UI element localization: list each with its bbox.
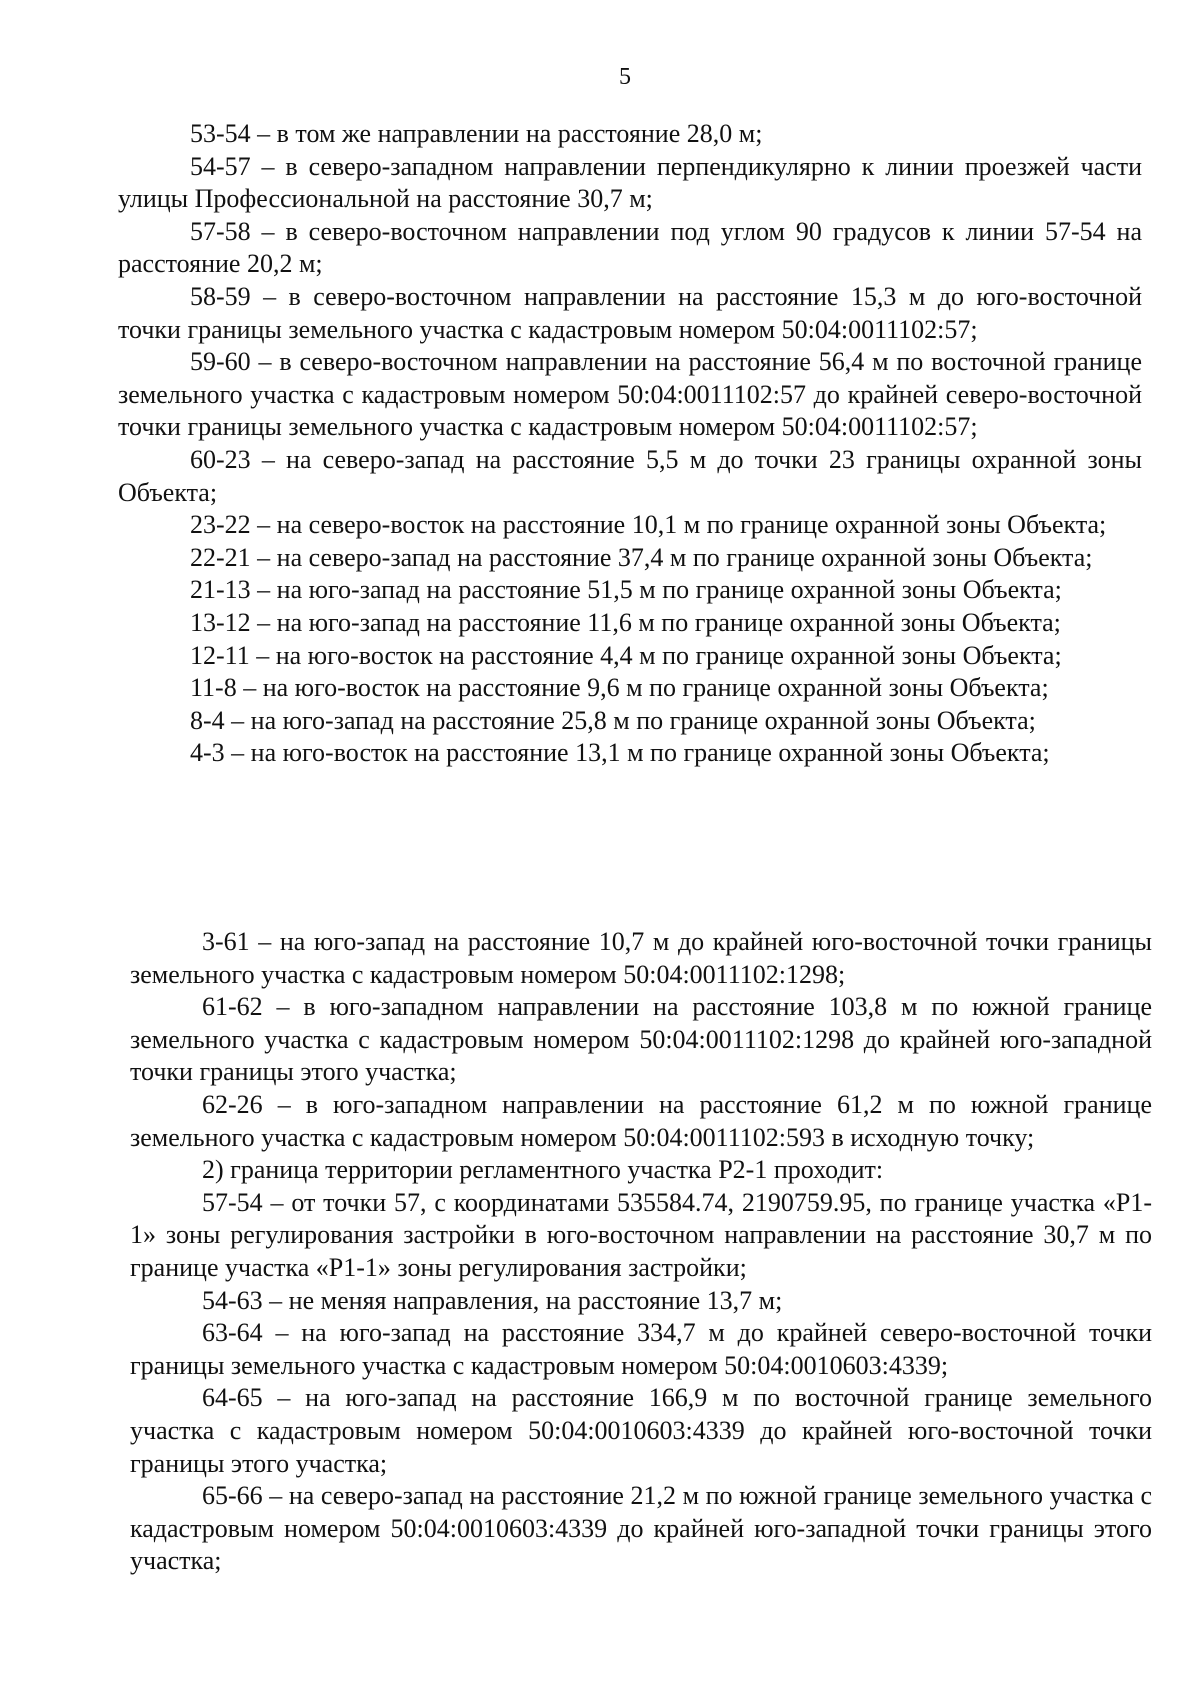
paragraph: 64-65 – на юго-запад на расстояние 166,9 м по восточной границе земельного участка с кадастровым номером 50:04:0010603:4339 до крайней юго-восточной точки границы этого участка;: [130, 1383, 1152, 1478]
paragraph: 58-59 – в северо-восточном направлении на расстояние 15,3 м до юго-восточной точки границы земельного участка с кадастровым номером 50:04:0011102:57;: [118, 281, 1142, 344]
paragraph: 8-4 – на юго-запад на расстояние 25,8 м по границе охранной зоны Объекта;: [190, 705, 1036, 735]
paragraph: 23-22 – на северо-восток на расстояние 10,1 м по границе охранной зоны Объекта;: [190, 510, 1107, 540]
section-heading: 2) граница территории регламентного участка Р2-1 проходит:: [202, 1155, 884, 1185]
paragraph: 63-64 – на юго-запад на расстояние 334,7 м до крайней северо-восточной точки границы земельного участка с кадастровым номером 50:04:0010603:4339;: [130, 1318, 1152, 1380]
paragraph: 3-61 – на юго-запад на расстояние 10,7 м до крайней юго-восточной точки границы земельного участка с кадастровым номером 50:04:0011102:1298;: [130, 927, 1152, 989]
paragraph: 22-21 – на северо-запад на расстояние 37,4 м по границе охранной зоны Объекта;: [190, 542, 1093, 572]
text-body-lower: [130, 926, 1152, 1578]
paragraph: 61-62 – в юго-западном направлении на расстояние 103,8 м по южной границе земельного участка с кадастровым номером 50:04:0011102:1298 до крайней юго-западной точки границы этого участка;: [130, 992, 1152, 1087]
paragraph: 57-54 – от точки 57, с координатами 535584.74, 2190759.95, по границе участка «Р1-1» зоны регулирования застройки в юго-восточном направлении на расстояние 30,7 м по границе участка «Р1-1» зоны регулирования застройки;: [130, 1187, 1152, 1282]
text-body-upper: [118, 118, 1142, 770]
paragraph: 4-3 – на юго-восток на расстояние 13,1 м по границе охранной зоны Объекта;: [190, 738, 1050, 768]
paragraph: 65-66 – на северо-запад на расстояние 21,2 м по южной границе земельного участка с кадастровым номером 50:04:0010603:4339 до крайней юго-западной точки границы этого участка;: [130, 1481, 1152, 1576]
paragraph: 54-63 – не меняя направления, на расстояние 13,7 м;: [202, 1285, 783, 1315]
paragraph: 53-54 – в том же направлении на расстояние 28,0 м;: [190, 119, 763, 148]
paragraph: 13-12 – на юго-запад на расстояние 11,6 м по границе охранной зоны Объекта;: [190, 607, 1061, 637]
paragraph: 12-11 – на юго-восток на расстояние 4,4 м по границе охранной зоны Объекта;: [190, 640, 1062, 670]
paragraph: 54-57 – в северо-западном направлении перпендикулярно к линии проезжей части улицы Профессиональной на расстояние 30,7 м;: [118, 151, 1142, 214]
paragraph: 57-58 – в северо-восточном направлении под углом 90 градусов к линии 57-54 на расстояние 20,2 м;: [118, 216, 1142, 279]
paragraph: 59-60 – в северо-восточном направлении на расстояние 56,4 м по восточной границе земельного участка с кадастровым номером 50:04:0011102:57 до крайней северо-восточной точки границы земельного участка с кадастровым номером 50:04:0011102:57;: [118, 347, 1142, 442]
paragraph: 62-26 – в юго-западном направлении на расстояние 61,2 м по южной границе земельного участка с кадастровым номером 50:04:0011102:593 в исходную точку;: [130, 1089, 1152, 1152]
paragraph: 11-8 – на юго-восток на расстояние 9,6 м по границе охранной зоны Объекта;: [190, 673, 1049, 703]
page-number: 5: [619, 64, 631, 90]
paragraph: 21-13 – на юго-запад на расстояние 51,5 м по границе охранной зоны Объекта;: [190, 575, 1062, 605]
paragraph: 60-23 – на северо-запад на расстояние 5,5 м до точки 23 границы охранной зоны Объекта;: [118, 444, 1142, 507]
